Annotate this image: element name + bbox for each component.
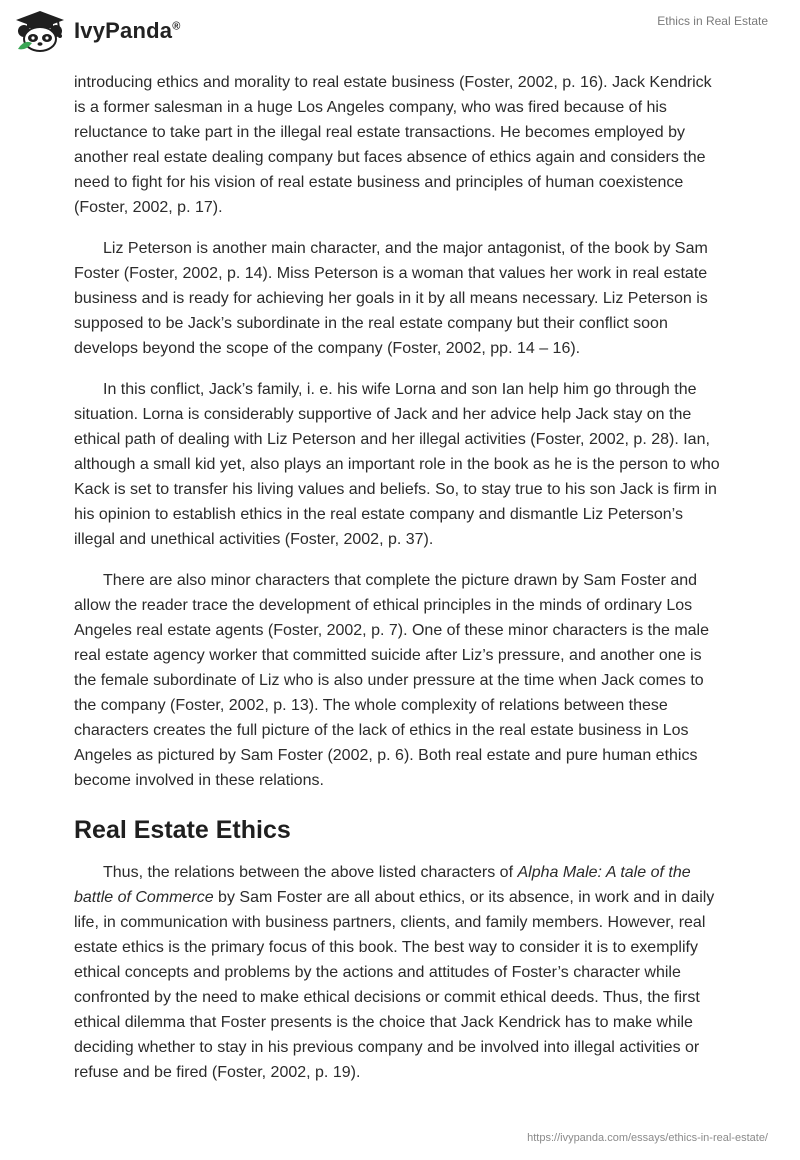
document-title: Ethics in Real Estate bbox=[657, 14, 768, 28]
brand-name: IvyPanda® bbox=[74, 18, 181, 43]
paragraph: In this conflict, Jack’s family, i. e. his wife Lorna and son Ian help him go through the situation. Lorna is considerably supportive of Jack and her advice help Jack stay on the ethical path of dealing with Liz Peterson and her illegal activities (Foster, 2002, p. 28). Ian, although a small kid yet, also plays an important role in the book as he is the person to who Kack is set to transfer his living values and beliefs. So, to stay true to his son Jack is firm in his opinion to establish ethics in the real estate company and dismantle Liz Peterson’s illegal and unethical activities (Foster, 2002, p. 37). bbox=[74, 381, 720, 548]
ivypanda-logo[interactable] bbox=[14, 8, 181, 54]
paragraph: There are also minor characters that complete the picture drawn by Sam Foster and allow the reader trace the development of ethical principles in the minds of ordinary Los Angeles real estate agents (Foster, 2002, p. 7). One of these minor characters is the male real estate agency worker that committed suicide after Liz’s pressure, and another one is the female subordinate of Liz who is also under pressure at the time when Jack comes to the company (Foster, 2002, p. 13). The whole complexity of relations between these characters creates the full picture of the lack of ethics in the real estate business in Los Angeles as pictured by Sam Foster (2002, p. 6). Both real estate and pure human ethics become involved in these relations. bbox=[74, 572, 709, 789]
page-header bbox=[0, 0, 800, 60]
section-heading: Real Estate Ethics bbox=[74, 816, 291, 844]
panda-graduate-icon bbox=[14, 9, 66, 53]
paragraph: introducing ethics and morality to real estate business (Foster, 2002, p. 16). Jack Kendrick is a former salesman in a huge Los Angeles company, who was fired because of his reluctance to take part in the illegal real estate transactions. He becomes employed by another real estate dealing company but faces absence of ethics again and considers the need to fight for his vision of real estate business and principles of human coexistence (Foster, 2002, p. 17). bbox=[74, 74, 712, 216]
paragraph: Thus, the relations between the above listed characters of Alpha Male: A tale of the battle of Commerce by Sam Foster are all about ethics, or its absence, in work and in daily life, in communication with business partners, clients, and family members. However, real estate ethics is the primary focus of this book. The best way to consider it is to exemplify ethical concepts and problems by the actions and attitudes of Foster’s character while confronted by the need to make ethical decisions or commit ethical deeds. Thus, the first ethical dilemma that Foster presents is the choice that Jack Kendrick has to make while deciding whether to stay in his previous company and be involved into illegal activities or refuse and be fired (Foster, 2002, p. 19). bbox=[74, 864, 715, 1081]
paragraph: Liz Peterson is another main character, and the major antagonist, of the book by Sam Foster (Foster, 2002, p. 14). Miss Peterson is a woman that values her work in real estate business and is ready for achieving her goals in it by all means necessary. Liz Peterson is supposed to be Jack’s subordinate in the real estate company but their conflict soon develops beyond the scope of the company (Foster, 2002, pp. 14 – 16). bbox=[74, 240, 708, 357]
book-title: Alpha Male: A tale of the battle of Commerce bbox=[74, 864, 691, 906]
source-url[interactable]: https://ivypanda.com/essays/ethics-in-real-estate/ bbox=[527, 1132, 768, 1144]
essay-body bbox=[74, 70, 724, 1101]
